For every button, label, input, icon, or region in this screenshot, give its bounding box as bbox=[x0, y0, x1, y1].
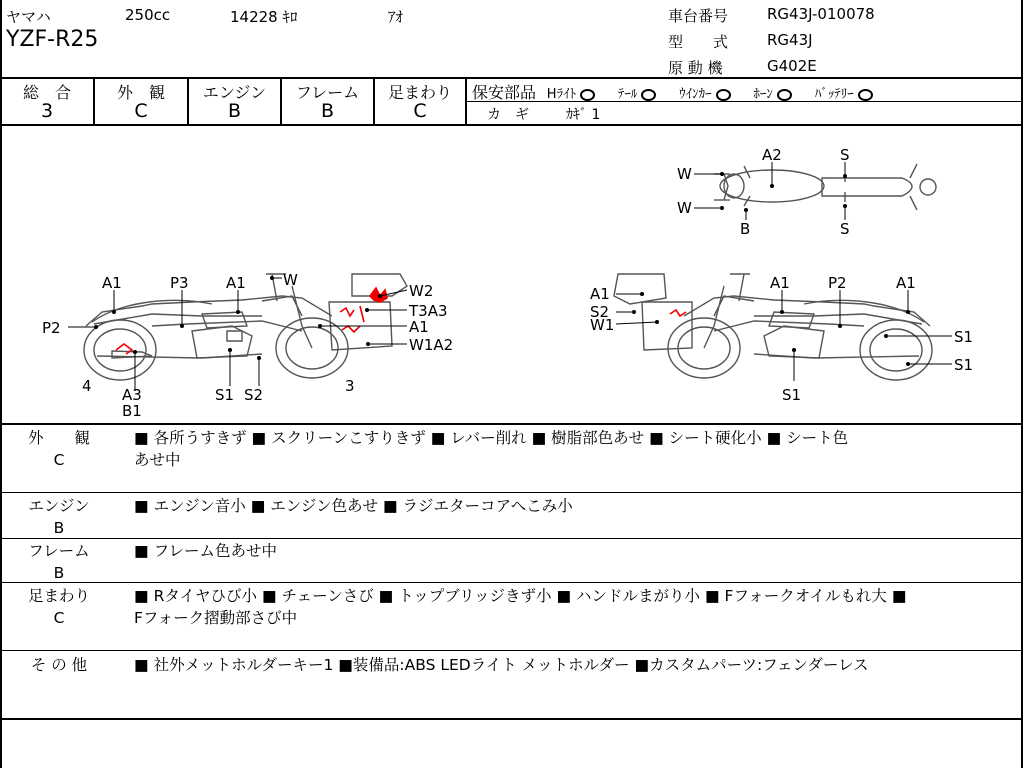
mark-label: W bbox=[283, 271, 298, 289]
grade-engine-value: B bbox=[227, 100, 242, 122]
color: ｱｵ bbox=[388, 8, 404, 26]
grade-exterior-value: C bbox=[134, 100, 148, 122]
mark-label: S1 bbox=[782, 386, 802, 404]
mark-label: W bbox=[677, 165, 692, 183]
safety-parts-row bbox=[472, 80, 877, 103]
mark-label: P3 bbox=[170, 274, 189, 292]
mark-label: S bbox=[840, 146, 850, 164]
safety-item: ｳｲﾝｶｰ bbox=[679, 87, 735, 102]
ok-circle-icon bbox=[641, 89, 656, 101]
divider bbox=[0, 718, 1023, 720]
frame-no: RG43J-010078 bbox=[767, 5, 875, 23]
mark-label: W bbox=[677, 199, 692, 217]
mark-label: S2 bbox=[244, 386, 264, 404]
type-label: 型 式 bbox=[668, 33, 729, 51]
mark-label: A1 bbox=[896, 274, 916, 292]
mark-label: A3 bbox=[122, 386, 142, 404]
mark-label: A2 bbox=[762, 146, 782, 164]
section-other-text: ■ 社外メットホルダーキー1 ■装備品:ABS LEDライト メットホルダー ■カスタムパーツ:フェンダーレス bbox=[134, 656, 869, 674]
divider bbox=[0, 650, 1023, 651]
divider bbox=[0, 423, 1023, 425]
section-suspension-text: ■ Rタイヤひび小 ■ チェーンさび ■ トップブリッジきず小 ■ ハンドルまがり小 ■ Fフォークオイルもれ大 ■ Fフォーク摺動部さび中 bbox=[134, 587, 907, 627]
grade-total-label: 総 合 bbox=[22, 83, 71, 102]
key-value: ｶｷﾞ 1 bbox=[566, 107, 601, 123]
section-frame-text: ■ フレーム色あせ中 bbox=[134, 542, 277, 560]
safety-title: 保安部品 bbox=[472, 83, 537, 102]
grade-frame-value: B bbox=[320, 100, 335, 122]
section-frame-label: フレーム B bbox=[28, 542, 90, 582]
mark-label: A1 bbox=[102, 274, 122, 292]
section-exterior-text: ■ 各所うすきず ■ スクリーンこすりきず ■ レバー削れ ■ 樹脂部色あせ ■ シート硬化小 ■ シート色 あせ中 bbox=[134, 429, 849, 469]
frame-no-label: 車台番号 bbox=[668, 7, 729, 25]
top-view-labels bbox=[677, 146, 850, 238]
mark-label: 3 bbox=[345, 377, 355, 395]
mark-label: 4 bbox=[82, 377, 92, 395]
mark-label: S1 bbox=[954, 356, 974, 374]
ok-circle-icon bbox=[716, 89, 731, 101]
divider bbox=[0, 538, 1023, 539]
mileage: 14228 ｷﾛ bbox=[230, 8, 298, 26]
section-suspension-label: 足まわり C bbox=[27, 587, 90, 627]
mark-label: B bbox=[740, 220, 751, 238]
mark-label: T3A3 bbox=[409, 302, 448, 320]
grade-frame-label: フレーム bbox=[295, 83, 360, 102]
mark-label: S bbox=[840, 220, 850, 238]
mark-label: W1A2 bbox=[409, 336, 454, 354]
mark-label: A1 bbox=[590, 285, 610, 303]
grade-engine-label: エンジン bbox=[202, 83, 267, 102]
grade-suspension-value: C bbox=[413, 100, 427, 122]
grade-exterior-label: 外 観 bbox=[116, 83, 165, 102]
grade-suspension-label: 足まわり bbox=[387, 83, 452, 102]
divider bbox=[0, 492, 1023, 493]
ok-circle-icon bbox=[777, 89, 792, 101]
displacement: 250cc bbox=[125, 6, 171, 24]
ok-circle-icon bbox=[580, 89, 595, 101]
mark-label: P2 bbox=[42, 319, 61, 337]
safety-item: ﾎｰﾝ bbox=[753, 87, 796, 102]
bike-top-view bbox=[714, 164, 936, 210]
section-exterior-label: 外 観 C bbox=[27, 429, 90, 469]
mark-label: S1 bbox=[954, 328, 974, 346]
divider bbox=[0, 582, 1023, 583]
type-value: RG43J bbox=[767, 31, 813, 49]
safety-item: Hﾗｲﾄ bbox=[547, 87, 599, 102]
section-engine-text: ■ エンジン音小 ■ エンジン色あせ ■ ラジエターコアへこみ小 bbox=[134, 497, 573, 515]
maker: ヤマハ bbox=[6, 8, 51, 26]
mark-label: A1 bbox=[770, 274, 790, 292]
engine-value: G402E bbox=[767, 57, 817, 75]
mark-label: S1 bbox=[215, 386, 235, 404]
section-other-label: そ の 他 bbox=[30, 656, 88, 674]
section-engine-label: エンジン B bbox=[28, 497, 90, 537]
mark-label: W2 bbox=[409, 282, 434, 300]
model-name: YZF-R25 bbox=[6, 27, 99, 52]
mark-label: B1 bbox=[122, 402, 142, 420]
grade-total-value: 3 bbox=[40, 100, 54, 122]
safety-item: ﾃｰﾙ bbox=[618, 87, 661, 102]
mark-label: A1 bbox=[226, 274, 246, 292]
mark-label: P2 bbox=[828, 274, 847, 292]
safety-item: ﾊﾞｯﾃﾘｰ bbox=[815, 87, 877, 102]
key-label: カ ギ bbox=[487, 107, 529, 123]
mark-label: W1 bbox=[590, 316, 615, 334]
mark-label: A1 bbox=[409, 318, 429, 336]
mark-label: S2 bbox=[590, 303, 610, 321]
divider bbox=[0, 77, 1023, 79]
ok-circle-icon bbox=[858, 89, 873, 101]
damage-diagram bbox=[2, 126, 1022, 424]
engine-label: 原 動 機 bbox=[668, 59, 723, 77]
